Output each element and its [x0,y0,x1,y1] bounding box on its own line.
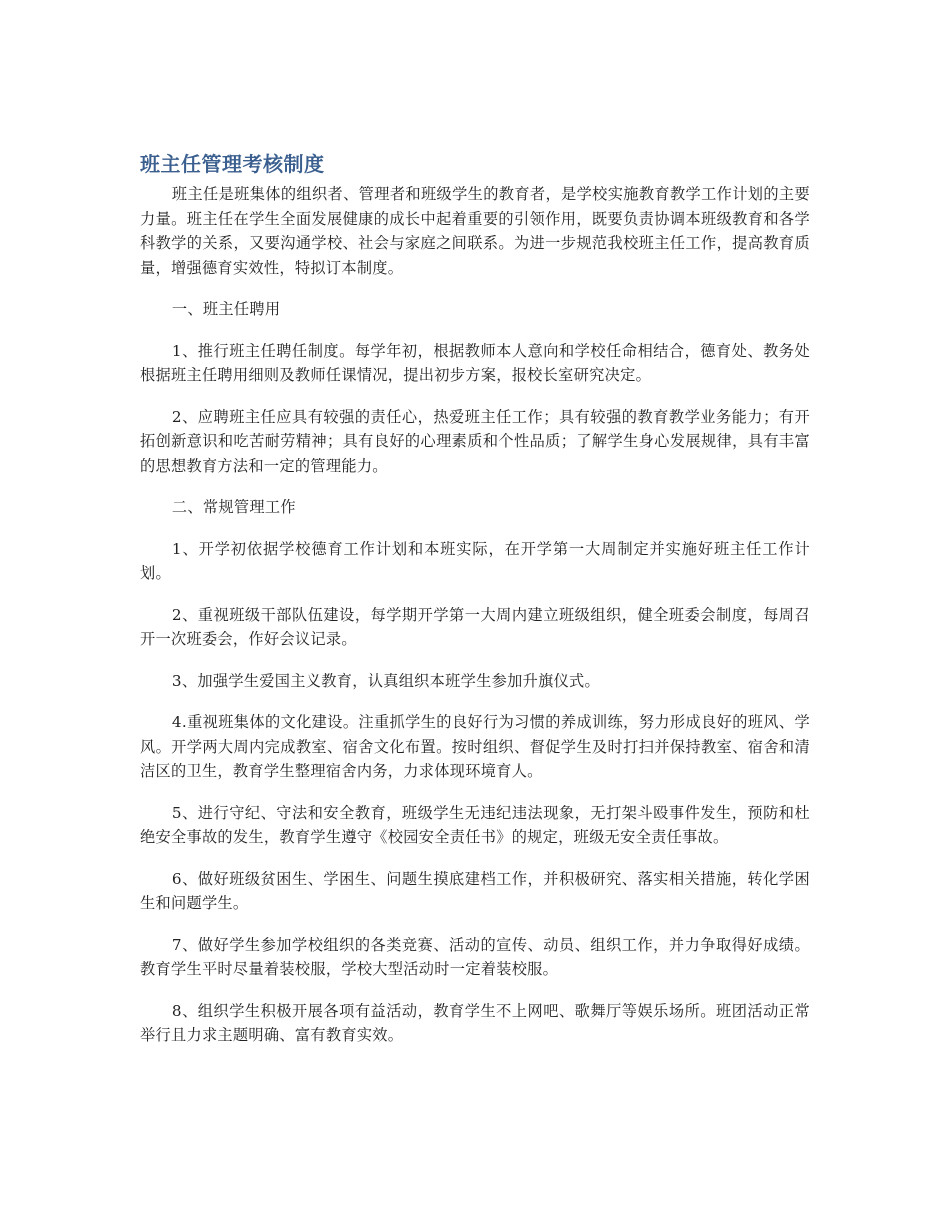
section-2-item-3: 3、加强学生爱国主义教育，认真组织本班学生参加升旗仪式。 [171,671,601,690]
intro-paragraph: 班主任是班集体的组织者、管理者和班级学生的教育者，是学校实施教育教学工作计划的主要力量。班主任在学生全面发展健康的成长中起着重要的引领作用，既要负责协调本班级教育和各学科教学的关系，又要沟通学校、社会与家庭之间联系。为进一步规范我校班主任工作，提高教育质量，增强德育实效性，特拟订本制度。 [140,185,810,277]
document-title: 班主任管理考核制度 [140,152,325,176]
section-1-item-2: 2、应聘班主任应具有较强的责任心，热爱班主任工作；具有较强的教育教学业务能力；有开拓创新意识和吃苦耐劳精神；具有良好的心理素质和个性品质；了解学生身心发展规律，具有丰富的思想教育方法和一定的管理能力。 [140,407,810,475]
document-page [140,150,810,1065]
section-2-item-5: 5、进行守纪、守法和安全教育，班级学生无违纪违法现象，无打架斗殴事件发生，预防和杜绝安全事故的发生，教育学生遵守《校园安全责任书》的规定，班级无安全责任事故。 [140,803,810,846]
section-2-item-8: 8、组织学生积极开展各项有益活动，教育学生不上网吧、歌舞厅等娱乐场所。班团活动正常举行且力求主题明确、富有教育实效。 [140,1001,810,1044]
section-2-item-1: 1、开学初依据学校德育工作计划和本班实际，在开学第一大周制定并实施好班主任工作计划。 [140,539,810,582]
section-1-item-1: 1、推行班主任聘任制度。每学年初，根据教师本人意向和学校任命相结合，德育处、教务处根据班主任聘用细则及教师任课情况，提出初步方案，报校长室研究决定。 [140,341,810,384]
section-2-item-2: 2、重视班级干部队伍建设，每学期开学第一大周内建立班级组织，健全班委会制度，每周召开一次班委会，作好会议记录。 [140,605,810,648]
section-heading-routine-management: 二、常规管理工作 [171,498,296,516]
section-2-item-7: 7、做好学生参加学校组织的各类竞赛、活动的宣传、动员、组织工作，并力争取得好成绩。教育学生平时尽量着装校服，学校大型活动时一定着装校服。 [140,935,810,978]
section-heading-appointment: 一、班主任聘用 [171,300,281,318]
section-2-item-4: 4.重视班集体的文化建设。注重抓学生的良好行为习惯的养成训练，努力形成良好的班风、学风。开学两大周内完成教室、宿舍文化布置。按时组织、督促学生及时打扫并保持教室、宿舍和清洁区的卫生，教育学生整理宿舍内务，力求体现环境育人。 [140,713,810,780]
section-2-item-6: 6、做好班级贫困生、学困生、问题生摸底建档工作，并积极研究、落实相关措施，转化学困生和问题学生。 [140,869,810,912]
